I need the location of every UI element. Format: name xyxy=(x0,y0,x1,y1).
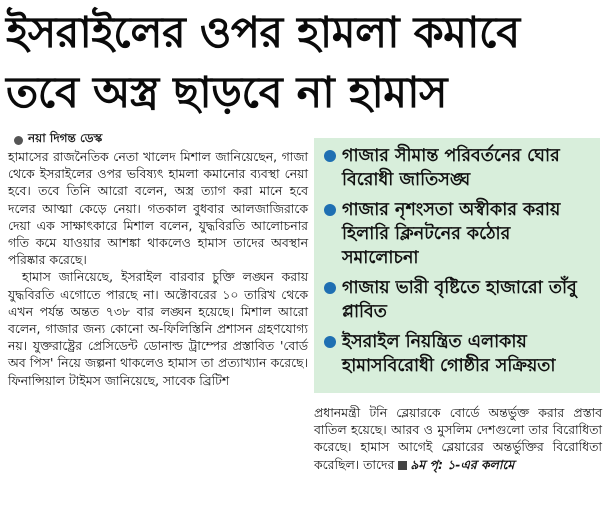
related-news-box xyxy=(314,138,600,393)
related-news-text: গাজার নৃশংসতা অস্বীকার করায় হিলারি ক্লিনটনের কঠোর সমালোচনা xyxy=(342,200,561,268)
related-news-text: গাজায় ভারী বৃষ্টিতে হাজারো তাঁবু প্লাবিত xyxy=(342,278,577,322)
paragraph-text: প্রধানমন্ত্রী টনি ব্লেয়ারকে বোর্ডে অন্তর্ভুক্ত করার প্রস্তাব বাতিল হয়েছে। আরব ও মুসলিম দেশগুলো তার বিরোধিতা করেছে। হামাস আগেই ব্লেয়ারের অন্তর্ভুক্তির বিরোধিতা করেছিল। তাদের xyxy=(314,405,602,472)
headline-line-2: তবে অস্ত্র ছাড়বে না হামাস xyxy=(6,68,448,118)
paragraph xyxy=(314,404,602,473)
bullet-icon xyxy=(324,150,336,162)
related-news-item xyxy=(322,198,592,270)
article-body-left xyxy=(8,148,308,389)
headline-line-1: ইসরাইলের ওপর হামলা কমাবে xyxy=(6,8,520,58)
related-news-item xyxy=(322,276,592,324)
bullet-icon xyxy=(324,204,336,216)
related-news-text: ইসরাইল নিয়ন্ত্রিত এলাকায় হামাসবিরোধী গোষ্ঠীর সক্রিয়তা xyxy=(342,332,556,376)
related-news-text: গাজার সীমান্ত পরিবর্তনের ঘোর বিরোধী জাতিসঙ্ঘ xyxy=(342,146,560,190)
related-news-item xyxy=(322,144,592,192)
headline xyxy=(6,4,604,124)
article-body-right xyxy=(314,404,602,473)
continuation-square-icon xyxy=(398,461,407,470)
byline-text: নয়া দিগন্ত ডেস্ক xyxy=(28,131,103,145)
related-news-item xyxy=(322,330,592,378)
continuation-note: ৯ম পৃ: ১-এর কলামে xyxy=(410,456,515,472)
bullet-icon xyxy=(324,336,336,348)
byline xyxy=(14,130,102,150)
bullet-icon xyxy=(324,282,336,294)
paragraph: হামাস জানিয়েছে, ইসরাইল বারবার চুক্তি লঙ্ঘন করায় যুদ্ধবিরতি এগোতে পারছে না। অক্টোবরের ১০ তারিখ থেকে এখন পর্যন্ত অন্তত ৭৩৮ বার লঙ্ঘন হয়েছে। মিশাল আরো বলেন, গাজার জন্য কোনো অ-ফিলিস্তিনি প্রশাসন গ্রহণযোগ্য নয়। যুক্তরাষ্ট্রের প্রেসিডেন্ট ডোনাল্ড ট্রাম্পের প্রস্তাবিত 'বোর্ড অব পিস' নিয়ে জল্পনা থাকলেও হামাস তা প্রত্যাখ্যান করেছে। ফিনান্সিয়াল টাইমস জানিয়েছে, সাবেক ব্রিটিশ xyxy=(8,269,308,388)
byline-bullet-icon xyxy=(14,136,23,145)
paragraph: হামাসের রাজনৈতিক নেতা খালেদ মিশাল জানিয়েছেন, গাজা থেকে ইসরাইলের ওপর ভবিষ্যৎ হামলা কমানোর ব্যবস্থা নেয়া হবে। তবে তিনি আরো বলেন, অস্ত্র ত্যাগ করা মানে হবে দলের আত্মা কেড়ে নেয়া। গতকাল বুধবার আলজাজিরাকে দেয়া এক সাক্ষাৎকারে মিশাল বলেন, যুদ্ধবিরতি আলোচনার গতি কমে যাওয়ার আশঙ্কা থাকলেও হামাস তাদের অবস্থান পরিষ্কার করেছে। xyxy=(8,149,308,268)
